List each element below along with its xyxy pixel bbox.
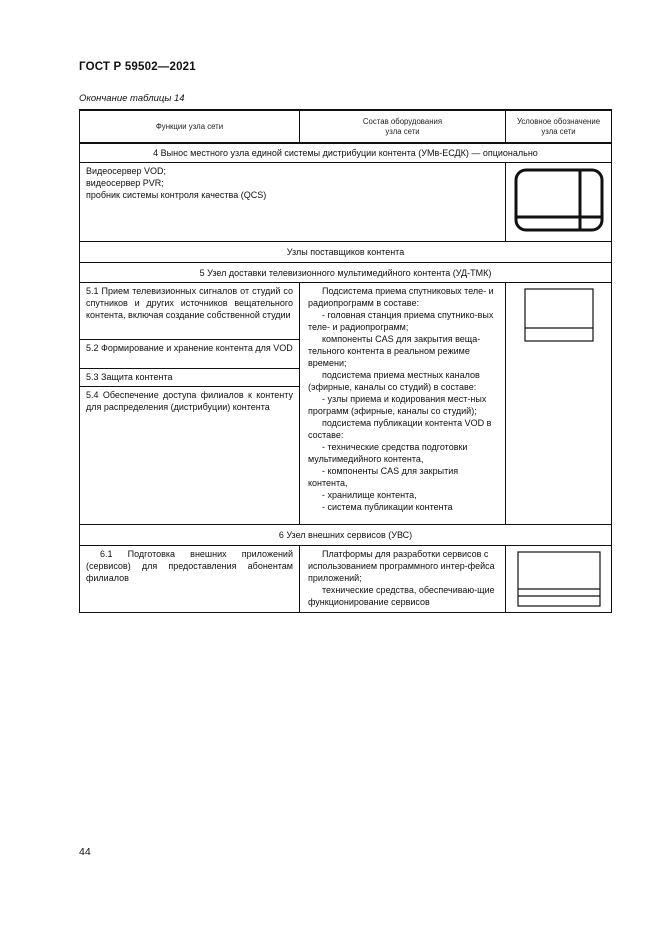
equip-line: Подсистема приема спутниковых теле- и радиопрограмм в составе: — [308, 286, 494, 308]
col-header-symbol: Условное обозначение узла сети — [506, 110, 612, 143]
equip-line: - узлы приема и кодирования мест-ных программ (эфирные, каналы со студий); — [308, 394, 487, 416]
standard-number: ГОСТ Р 59502—2021 — [79, 61, 196, 73]
section-5-equipment — [300, 283, 506, 525]
col-header-equipment: Состав оборудования узла сети — [300, 110, 506, 143]
section-6-row — [80, 525, 612, 546]
section-5-title: 5 Узел доставки телевизионного мультимедийного контента (УД-ТМК) — [80, 263, 612, 283]
section-6-title: 6 Узел внешних сервисов (УВС) — [80, 525, 612, 546]
equip-line: - технические средства подготовки мультимедийного контента, — [308, 442, 468, 464]
func-5-3: 5.3 Защита контента — [80, 369, 299, 387]
func-6-1: 6.1 Подготовка внешних приложений (сервисов) для предоставления абонентам филиалов — [80, 546, 300, 613]
equip-line: - система публикации контента — [322, 502, 453, 512]
section-6-content-row — [80, 546, 612, 613]
equip-line: - головная станция приема спутнико-вых теле- и радиопрограмм; — [308, 310, 494, 332]
section-5-functions — [80, 283, 300, 525]
external-services-node-symbol-icon — [517, 551, 601, 607]
table-caption: Окончание таблицы 14 — [79, 93, 185, 104]
remote-node-symbol-icon — [514, 168, 604, 232]
content-delivery-node-symbol-icon — [524, 288, 594, 342]
func-5-4: 5.4 Обеспечение доступа филиалов к контенту для распределения (дистрибуции) контента — [86, 390, 293, 412]
equip-line: подсистема публикации контента VOD в составе: — [308, 418, 492, 440]
equip-line: компоненты CAS для закрытия веща-тельного контента в реальном режиме времени; — [308, 334, 481, 368]
func-5-1: 5.1 Прием телевизионных сигналов от студий со спутников и других источников вещательного контента, включая создание собственной студии — [80, 283, 299, 340]
func-5-2: 5.2 Формирование и хранение контента для VOD — [80, 340, 299, 369]
col-header-functions: Функции узла сети — [80, 110, 300, 143]
s4-func-line: Видеосервер VOD; — [86, 166, 166, 176]
section-6-equipment — [300, 546, 506, 613]
s4-func-line: видеосервер PVR; — [86, 178, 164, 188]
section-4-symbol-cell — [506, 163, 612, 242]
equip-line: Платформы для разработки сервисов с использованием программного интер-фейса приложений; — [308, 549, 495, 583]
section-4-row — [80, 143, 612, 163]
providers-row — [80, 242, 612, 263]
section-4-functions — [80, 163, 506, 242]
table-header-row — [80, 110, 612, 143]
s4-func-line: пробник системы контроля качества (QCS) — [86, 190, 267, 200]
equip-line: - компоненты CAS для закрытия контента, — [308, 466, 459, 488]
equip-line: - хранилище контента, — [322, 490, 417, 500]
page-number: 44 — [79, 846, 91, 858]
section-6-symbol-cell — [506, 546, 612, 613]
equip-line: технические средства, обеспечиваю-щие функционирование сервисов — [308, 585, 495, 607]
section-5-content-row — [80, 283, 612, 525]
section-5-symbol-cell — [506, 283, 612, 525]
section-5-row — [80, 263, 612, 283]
section-4-content-row — [80, 163, 612, 242]
equip-line: подсистема приема местных каналов (эфирные, каналы со студий) в составе: — [308, 370, 480, 392]
nodes-table — [79, 109, 612, 613]
providers-title: Узлы поставщиков контента — [80, 242, 612, 263]
section-4-title: 4 Вынос местного узла единой системы дистрибуции контента (УМв-ЕСДК) — опционально — [80, 143, 612, 163]
